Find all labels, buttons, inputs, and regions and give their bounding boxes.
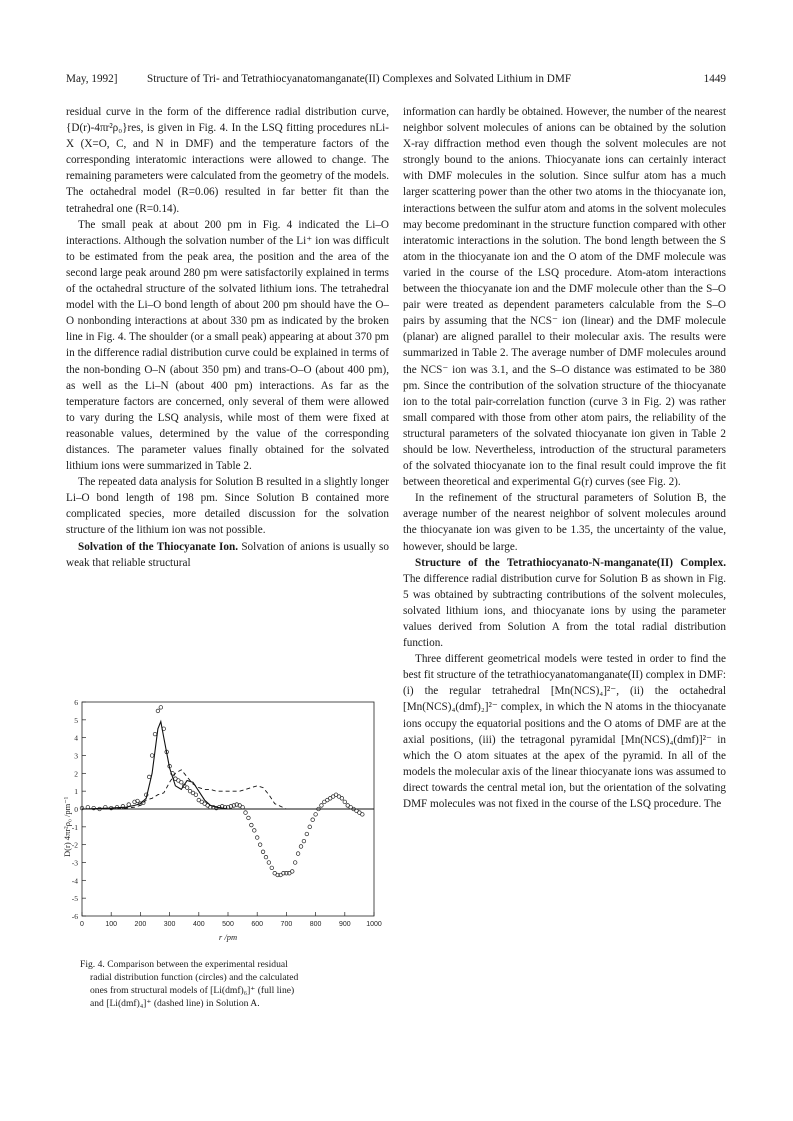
- data-point: [194, 793, 198, 797]
- data-point: [261, 850, 265, 854]
- caption-line: radial distribution function (circles) and the calculated: [90, 972, 299, 983]
- data-point: [293, 861, 297, 865]
- y-tick-label: -1: [71, 822, 78, 832]
- header-title: Structure of Tri- and Tetrathiocyanatomanganate(II) Complexes and Solvated Lithium in DMF: [147, 73, 572, 85]
- data-point: [185, 786, 189, 790]
- data-point: [250, 823, 254, 827]
- paragraph: residual curve in the form of the difference radial distribution curve, {D(r)-4πr²ρ₀}res, is given in Fig. 4. In the LSQ fitting procedures nLi-X (X=O, C, and N in DMF) and the temperature factors of the corresponding interatomic interactions were allowed to change. The remaining parameters were calculated from the geometry of the models. The octahedral model (R=0.06) resulted in far better fit than the tetrahedral one (R=0.14).: [66, 106, 389, 215]
- data-point: [264, 855, 268, 859]
- data-point: [340, 797, 344, 801]
- y-tick-label: 4: [74, 733, 78, 743]
- x-tick-label: 900: [338, 921, 351, 928]
- data-point: [150, 754, 154, 758]
- x-tick-label: 600: [251, 921, 264, 928]
- y-axis-label: D(r) 4πr²ρ₀ /pm⁻¹: [62, 796, 72, 857]
- data-point: [314, 813, 318, 817]
- y-tick-label: -3: [71, 858, 78, 868]
- paragraph: information can hardly be obtained. However, the number of the nearest neighbor solvent molecules of anions can be obtained by the solution X-ray diffraction method even though the solvent molecules are not strongly bound to the anions. Thiocyanate ions can certainly interact with DMF molecules in the solution. Since sulfur atom has a much larger scattering power than the other two atoms in the thiocyanate ion, interactions between the sulfur atom and atoms in the solvent molecules may become predominant in the structure function compared with other interatomic interactions in the solution. The bond length between the S atom in the thiocyanate ion and the O atom of the DMF molecule was varied in the course of the LSQ procedure. Atom-atom interactions between the thiocyanate ion and the DMF molecule other than the S–O pair were treated as dependent parameters calculable from the S–O pairs by assuming that the NCS⁻ ion (linear) and the DMF molecule (planar) are aligned parallel to their molecular axis. The results were summarized in Table 2. The average number of DMF molecules around the NCS⁻ ion was 3.1, and the S–O distance was estimated to be 380 pm. Since the contribution of the solvation structure of the thiocyanate ion to the total pair-correlation function (curve 3 in Fig. 2) was rather small compared with those from other atom pairs, the reliability of the structural parameters of the solvated thiocyanate ion given in Table 2 should be low. Nevertheless, introduction of the structural parameters of the solvated thiocyanate ion to the final result could improve the fit between theoretical and experimental G(r) curves (see Fig. 2).: [403, 106, 726, 489]
- data-point: [244, 811, 248, 815]
- data-point: [270, 866, 274, 870]
- paragraph: Three different geometrical models were tested in order to find the best fit structure of the tetrathiocyanatomanganate(II) complex in DMF: (i) the regular tetrahedral [Mn(NCS)₄]²⁻, (ii) the octahedral [Mn(NCS)₄(dmf)₂]²⁻ complex, in which the N atoms in the thiocyanate ions occupy the equatorial positions and the O atoms of DMF are at the axial positions, (iii) the tetragonal pyramidal [Mn(NCS)₄(dmf)]²⁻ in which the O atom situates at the apex of the pyramid. In all of the models the molecular axis of the linear thiocyanate ions was assumed to direct towards the central metal ion, but the orientation of the solvating DMF molecules was not fixed in the course of the LSQ procedure. The: [403, 653, 726, 811]
- x-tick-label: 200: [134, 921, 147, 928]
- data-point: [290, 870, 294, 874]
- data-point: [308, 825, 312, 829]
- running-header: [66, 71, 726, 87]
- series-line-full: [82, 722, 374, 809]
- left-column: [66, 104, 389, 571]
- data-point: [302, 839, 306, 843]
- data-point: [179, 780, 183, 784]
- x-tick-label: 0: [80, 921, 84, 928]
- data-point: [258, 843, 262, 847]
- caption-line: Fig. 4. Comparison between the experimental residual: [80, 959, 288, 970]
- y-tick-label: 1: [74, 787, 78, 797]
- y-tick-label: -2: [71, 840, 78, 850]
- caption-line: ones from structural models of [Li(dmf)₆]⁺ (full line): [90, 985, 295, 996]
- data-point: [159, 706, 163, 710]
- x-tick-label: 800: [309, 921, 322, 928]
- data-point: [299, 845, 303, 849]
- y-tick-label: 5: [74, 715, 78, 725]
- paragraph: The small peak at about 200 pm in Fig. 4 indicated the Li–O interactions. Although the solvation number of the Li⁺ ion was difficult to be estimated from the peak area, the position and the area of the second large peak around 280 pm were satisfactorily explained in terms of the octahedral structure of the solvated lithium ions. The tetrahedral model with the Li–O bond length of about 200 pm should have the O–O nonbonding interactions at about 330 pm as indicated by the broken line in Fig. 4. The shoulder (or a small peak) appearing at about 370 pm in the difference radial distribution curve could be explained in terms of the non-bonding O–N (about 350 pm) and trans-O–O (about 400 pm), as well as the Li–N (about 400 pm) interactions. As far as the temperature factors are concerned, only several of them were allowed to vary during the LSQ analysis, while most of them were fixed at reasonable values, determined by the value of the corresponding distances. The parameter values finally obtained for the solvated lithium ions were summarized in Table 2.: [66, 218, 389, 473]
- x-tick-label: 700: [280, 921, 293, 928]
- data-point: [153, 732, 157, 736]
- y-tick-label: -4: [71, 876, 78, 886]
- x-tick-label: 400: [192, 921, 205, 928]
- caption-line: and [Li(dmf)₄]⁺ (dashed line) in Solution A.: [90, 998, 260, 1009]
- data-point: [156, 709, 160, 713]
- y-tick-label: 2: [74, 769, 78, 779]
- data-point: [267, 861, 271, 865]
- x-tick-label: 1000: [366, 921, 382, 928]
- data-point: [311, 818, 315, 822]
- data-point: [255, 836, 259, 840]
- paragraph: [403, 555, 726, 652]
- y-tick-label: 3: [74, 751, 78, 761]
- x-tick-label: 300: [163, 921, 176, 928]
- rdf-chart: [62, 694, 389, 954]
- y-tick-label: 0: [74, 805, 78, 814]
- y-tick-label: -6: [71, 912, 78, 921]
- data-point: [305, 832, 309, 836]
- data-point: [361, 813, 365, 817]
- y-tick-label: -5: [71, 894, 78, 904]
- figure-caption: [80, 958, 340, 1010]
- section-heading: Solvation of the Thiocyanate Ion.: [78, 540, 239, 553]
- paragraph: [66, 539, 389, 571]
- data-point: [343, 800, 347, 804]
- series-line-dashed: [82, 770, 374, 809]
- y-tick-label: 6: [74, 698, 78, 707]
- data-point: [247, 816, 251, 820]
- paragraph: In the refinement of the structural parameters of Solution B, the average number of the nearest neighbor of solvent molecules around the thiocyanate ion was given to be 1.35, the uncertainty of the value, however, should be large.: [403, 492, 726, 553]
- data-point: [252, 829, 256, 833]
- paragraph-text: Solvation of anions is usually so weak that reliable structural: [66, 540, 389, 569]
- right-column: [403, 104, 726, 812]
- header-date: May, 1992]: [66, 73, 118, 85]
- data-point: [296, 852, 300, 856]
- paragraph: The repeated data analysis for Solution B resulted in a slightly longer Li–O bond length of 198 pm. Since Solution B contained more complicated species, more detailed discussion for the solvation structure of the lithium ion was not possible.: [66, 476, 389, 537]
- x-axis-label: r /pm: [218, 932, 238, 942]
- x-tick-label: 100: [105, 921, 118, 928]
- paragraph-text: The difference radial distribution curve for Solution B as shown in Fig. 5 was obtained by subtracting contributions of the solvent molecules, solvated lithium ions, and thiocyanate ions by using the parameter values derived from Solution A from the total radial distribution function.: [403, 572, 726, 650]
- section-heading: Structure of the Tetrathiocyanato-N-manganate(II) Complex.: [415, 556, 726, 569]
- data-point: [320, 804, 324, 808]
- x-tick-label: 500: [222, 921, 234, 928]
- page-number: 1449: [703, 73, 726, 85]
